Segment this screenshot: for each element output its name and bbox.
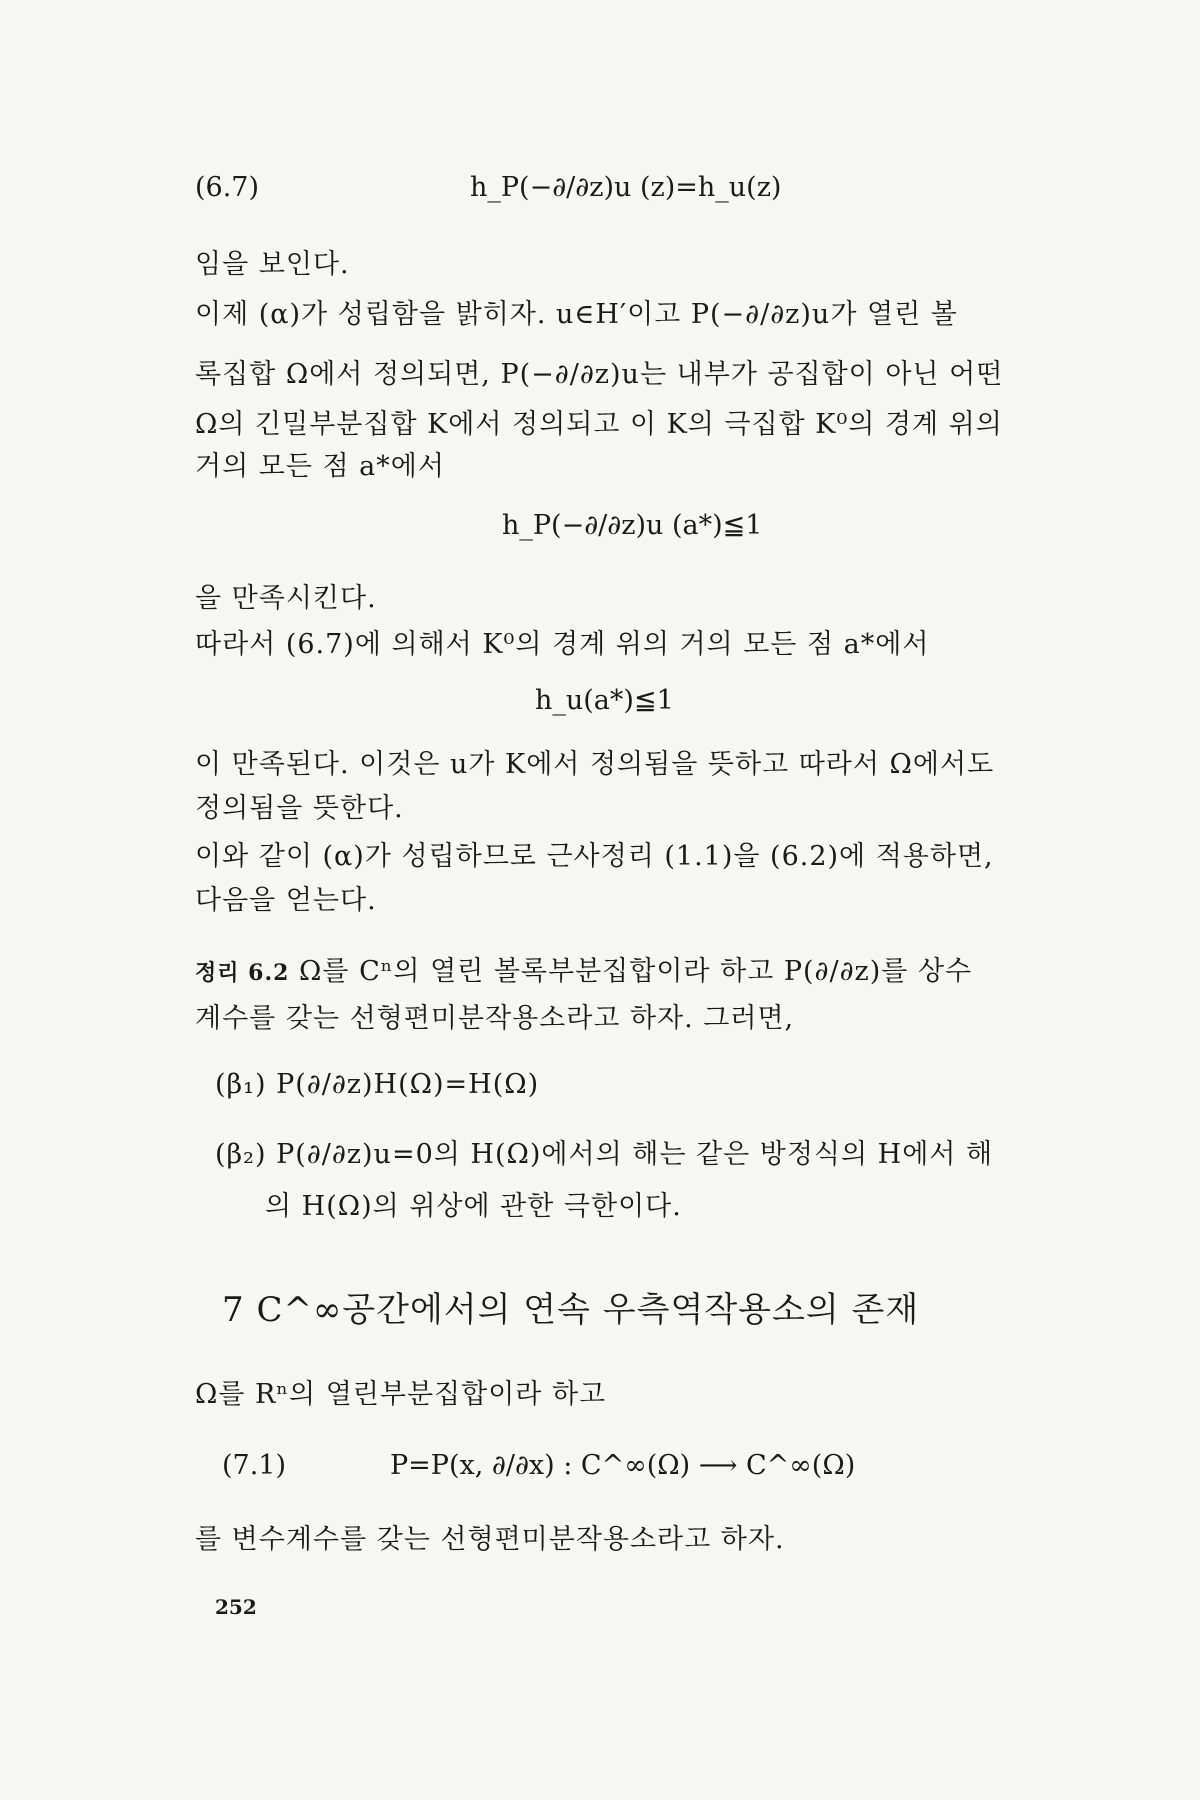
theorem-label: 정리 6.2 [195, 960, 290, 986]
equation-hu: h_u(a*)≦1 [535, 685, 674, 716]
theorem-line: 계수를 갖는 선형편미분작용소라고 하자. 그러면, [195, 1003, 795, 1034]
equation-a-star: h_P(−∂/∂z)u (a*)≦1 [502, 510, 763, 541]
equation-number-6-7: (6.7) [195, 172, 260, 203]
paragraph-line: 거의 모든 점 a*에서 [195, 451, 445, 482]
paragraph-line: 이제 (α)가 성립함을 밝히자. u∈H′이고 P(−∂/∂z)u가 열린 볼 [195, 299, 958, 330]
paragraph-line: 따라서 (6.7)에 의해서 K⁰의 경계 위의 거의 모든 점 a*에서 [195, 629, 930, 660]
paragraph-line: 을 만족시킨다. [195, 583, 377, 614]
section-heading: 7 C^∞공간에서의 연속 우측역작용소의 존재 [222, 1290, 920, 1330]
paragraph-line: 임을 보인다. [195, 249, 350, 280]
equation-6-7: h_P(−∂/∂z)u (z)=h_u(z) [470, 172, 782, 203]
page-number: 252 [215, 1595, 257, 1619]
theorem-beta1: (β₁) P(∂/∂z)H(Ω)=H(Ω) [215, 1069, 540, 1100]
paragraph-line: 이와 같이 (α)가 성립하므로 근사정리 (1.1)을 (6.2)에 적용하면, [195, 841, 994, 872]
theorem-line [195, 955, 972, 990]
paragraph-line: 록집합 Ω에서 정의되면, P(−∂/∂z)u는 내부가 공집합이 아닌 어떤 [195, 359, 1004, 390]
paragraph-line: 이 만족된다. 이것은 u가 K에서 정의됨을 뜻하고 따라서 Ω에서도 [195, 749, 995, 780]
theorem-beta2: (β₂) P(∂/∂z)u=0의 H(Ω)에서의 해는 같은 방정식의 H에서 해 [215, 1139, 994, 1170]
theorem-text: Ω를 Cⁿ의 열린 볼록부분집합이라 하고 P(∂/∂z)를 상수 [299, 956, 973, 987]
equation-7-1: P=P(x, ∂/∂x) : C^∞(Ω) ⟶ C^∞(Ω) [390, 1450, 856, 1481]
theorem-beta2-cont: 의 H(Ω)의 위상에 관한 극한이다. [265, 1191, 682, 1222]
paragraph-line: 정의됨을 뜻한다. [195, 793, 404, 824]
paragraph-line: 다음을 얻는다. [195, 885, 377, 916]
paragraph-line: 를 변수계수를 갖는 선형편미분작용소라고 하자. [195, 1524, 785, 1555]
paragraph-line: Ω의 긴밀부분집합 K에서 정의되고 이 K의 극집합 K⁰의 경계 위의 [195, 409, 1003, 440]
equation-number-7-1: (7.1) [222, 1450, 287, 1481]
paragraph-line: Ω를 Rⁿ의 열린부분집합이라 하고 [195, 1379, 607, 1410]
